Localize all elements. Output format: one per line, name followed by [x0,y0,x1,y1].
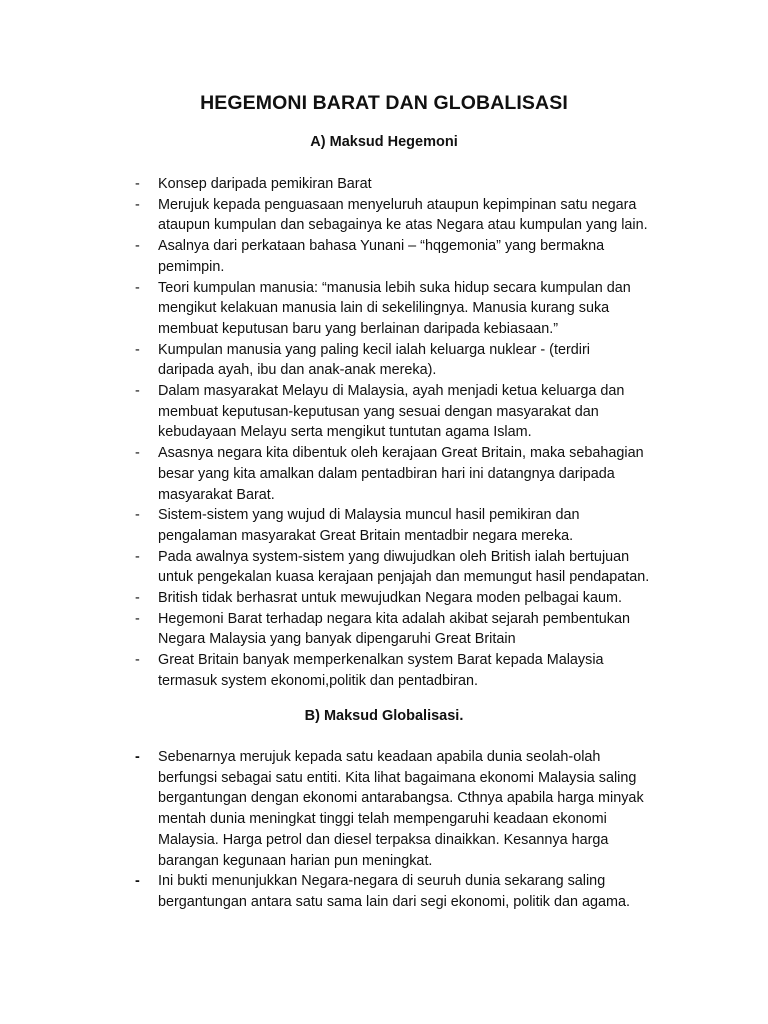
bullet-dash: - [135,548,140,565]
list-item [0,505,768,546]
bullet-dash: - [135,590,140,607]
list-item [0,236,768,277]
bullet-dash: - [135,610,140,627]
list-item [0,871,768,912]
list-item [0,174,768,195]
list-item-text: Great Britain banyak memperkenalkan system Barat kepada Malaysia termasuk system ekonomi,politik dan pentadbiran. [158,652,604,689]
list-item [0,747,768,871]
bullet-dash: - [135,196,140,213]
list-item [0,278,768,340]
list-item-text: Pada awalnya system-sistem yang diwujudkan oleh British ialah bertujuan untuk pengekalan kuasa kerajaan penjajah dan memungut hasil pendapatan. [158,548,650,586]
bullet-dash: - [135,749,140,765]
list-item-text: Konsep daripada pemikiran Barat [158,176,372,192]
list-item [0,650,768,691]
bullet-dash: - [135,176,140,192]
list-item-text: British tidak berhasrat untuk mewujudkan Negara moden pelbagai kaum. [158,590,622,607]
list-item-text: Sebenarnya merujuk kepada satu keadaan apabila dunia seolah-olah berfungsi sebagai satu entiti. Kita lihat bagaimana ekonomi Malaysia saling bergantungan dengan ekonomi antarabangsa. Cthnya apabila harga minyak mentah dunia meningkat tinggi telah mempengaruhi keadaan ekonomi Malaysia. Harga petrol dan diesel terpaksa dinaikkan. Kesannya harga barangan kegunaan harian pun meningkat. [158,749,644,869]
list-item-text: Asasnya negara kita dibentuk oleh kerajaan Great Britain, maka sebahagian besar yang kita amalkan dalam pentadbiran hari ini datangnya daripada masyarakat Barat. [158,445,644,503]
list-item-text: Merujuk kepada penguasaan menyeluruh ataupun kepimpinan satu negara ataupun kumpulan dan sebagainya ke atas Negara atau kumpulan yang lain. [158,196,648,234]
list-item [0,443,768,505]
bullet-dash: - [135,652,140,669]
bullet-dash: - [135,341,140,358]
section-b-heading: B) Maksud Globalisasi. [304,708,464,724]
section-a-heading: A) Maksud Hegemoni [310,134,458,150]
list-item-text: Kumpulan manusia yang paling kecil ialah keluarga nuklear - (terdiri daripada ayah, ibu dan anak-anak mereka). [158,341,590,379]
bullet-dash: - [135,279,140,296]
bullet-dash: - [135,238,140,255]
list-item [0,381,768,443]
list-item [0,195,768,236]
bullet-dash: - [135,383,140,400]
list-item [0,547,768,588]
bullet-dash: - [135,873,140,890]
list-item [0,609,768,650]
document-title: HEGEMONI BARAT DAN GLOBALISASI [200,92,568,114]
list-item-text: Sistem-sistem yang wujud di Malaysia muncul hasil pemikiran dan pengalaman masyarakat Great Britain mentadbir negara mereka. [158,507,580,544]
bullet-dash: - [135,507,140,524]
list-item [0,588,768,609]
list-item-text: Hegemoni Barat terhadap negara kita adalah akibat sejarah pembentukan Negara Malaysia yang banyak dipengaruhi Great Britain [158,610,631,648]
list-item [0,340,768,381]
list-item-text: Teori kumpulan manusia: “manusia lebih suka hidup secara kumpulan dan mengikut kelakuan manusia lain di sekelilingnya. Manusia kurang suka membuat keputusan baru yang berlainan daripada kebiasaan.” [158,279,631,337]
bullet-dash: - [135,445,140,462]
section-b-list [0,747,768,913]
list-item-text: Asalnya dari perkataan bahasa Yunani – “hqgemonia” yang bermakna pemimpin. [158,238,605,275]
list-item-text: Ini bukti menunjukkan Negara-negara di seuruh dunia sekarang saling bergantungan antara satu sama lain dari segi ekonomi, politik dan agama. [158,873,630,910]
list-item-text: Dalam masyarakat Melayu di Malaysia, ayah menjadi ketua keluarga dan membuat keputusan-keputusan yang sesuai dengan masyarakat dan kebudayaan Melayu serta mengikut tuntutan agama Islam. [158,383,625,441]
section-a-list [0,174,768,692]
